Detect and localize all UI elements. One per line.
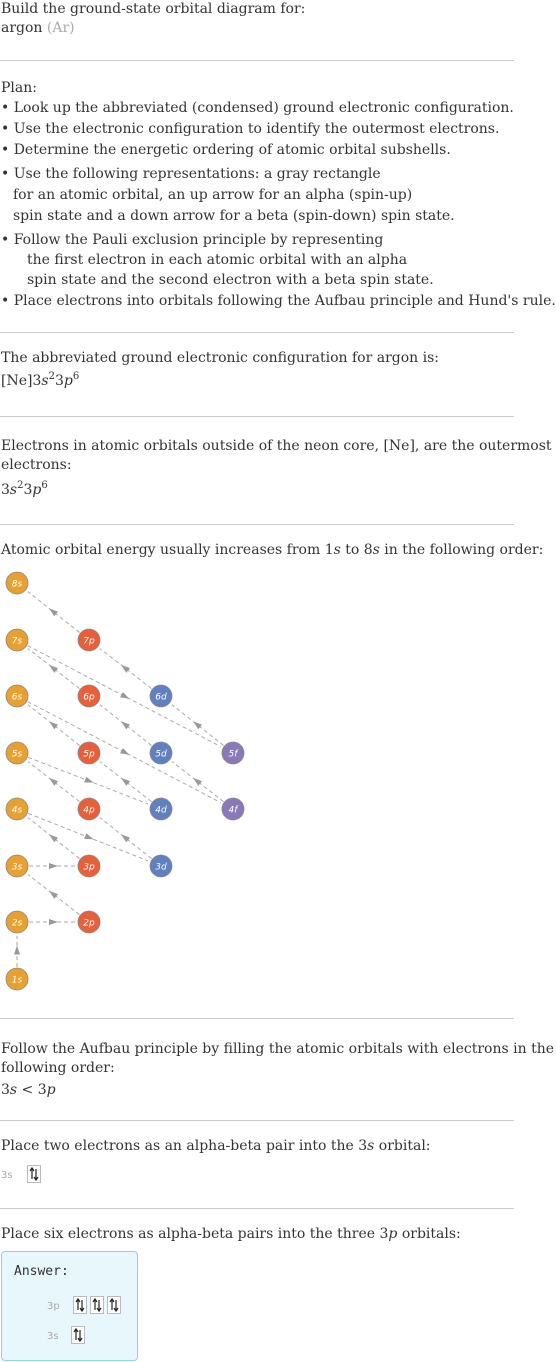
3s-orbital-box	[27, 1165, 41, 1183]
orbital-label: 5f	[228, 749, 238, 760]
sequence-arrow	[121, 665, 130, 673]
3p-label: 3p	[47, 1301, 60, 1312]
aufbau-text-1: Follow the Aufbau principle by filling the atomic orbitals with electrons in the	[1, 1041, 554, 1057]
orbital-node-3s	[6, 855, 28, 877]
plan-title: Plan:	[1, 80, 37, 96]
orbital-node-7s	[6, 629, 28, 651]
plan-line-2: • Use the electronic configuration to identify the outermost electrons.	[1, 121, 500, 137]
prompt-text: Build the ground-state orbital diagram for:	[1, 1, 306, 17]
place-s-text: Place two electrons as an alpha-beta pair into the 3s orbital:	[1, 1138, 431, 1154]
3s-answer-row	[47, 1326, 88, 1344]
divider	[0, 332, 514, 333]
sequence-arrow	[49, 665, 58, 673]
sequence-arrow	[121, 834, 130, 842]
outer-text-2: electrons:	[1, 457, 72, 473]
sequence-arrow	[49, 608, 58, 616]
plan-line-7: • Follow the Pauli exclusion principle by representing	[1, 232, 384, 248]
orbital-node-6s	[6, 685, 28, 707]
orbital-node-3d	[150, 855, 172, 877]
sequence-arrow	[49, 721, 58, 729]
3s-orbital-row	[1, 1165, 44, 1183]
orbital-label: 5d	[155, 749, 167, 760]
element-label: argon	[1, 20, 43, 36]
3s-label: 3s	[1, 1170, 13, 1181]
orbital-label: 2s	[11, 918, 23, 929]
orbital-node-5s	[6, 742, 28, 764]
sequence-arrow	[121, 721, 130, 729]
plan-line-8: the first electron in each atomic orbital with an alpha	[27, 252, 408, 268]
orbital-node-2s	[6, 911, 28, 933]
orbital-node-5d	[150, 742, 172, 764]
orbital-node-1s	[6, 968, 28, 990]
orbital-node-5f	[222, 742, 244, 764]
orbital-label: 4f	[228, 805, 238, 816]
orbital-node-4p	[78, 798, 100, 820]
divider	[0, 1120, 514, 1121]
config-formula: $[Ne]3s^23p^6$	[1, 371, 80, 389]
divider	[0, 416, 514, 417]
orbital-node-2p	[78, 911, 100, 933]
orbital-node-7p	[78, 629, 100, 651]
aufbau-diagram	[0, 565, 260, 995]
answer-box	[1, 1251, 138, 1361]
divider	[0, 1208, 514, 1209]
plan-line-3: • Determine the energetic ordering of atomic orbital subshells.	[1, 142, 451, 158]
fill-order: 3s < 3p	[1, 1082, 56, 1098]
orbital-label: 6d	[155, 692, 167, 703]
orbital-label: 6s	[11, 692, 23, 703]
orbital-node-6p	[78, 685, 100, 707]
3p-orbital-box	[90, 1296, 104, 1314]
outer-text-1: Electrons in atomic orbitals outside of the neon core, [Ne], are the outermost	[1, 438, 552, 454]
orbital-label: 5s	[11, 749, 23, 760]
plan-line-6: spin state and a down arrow for a beta (spin-down) spin state.	[13, 208, 455, 224]
plan-line-5: for an atomic orbital, an up arrow for an alpha (spin-up)	[13, 187, 413, 203]
answer-label: Answer:	[14, 1264, 69, 1279]
sequence-arrow	[84, 833, 93, 839]
element-symbol: (Ar)	[46, 20, 75, 36]
orbital-node-4s	[6, 798, 28, 820]
orbital-label: 5p	[83, 749, 95, 760]
sequence-arrow	[49, 834, 58, 842]
orbital-label: 3p	[83, 862, 95, 873]
orbital-node-6d	[150, 685, 172, 707]
divider	[0, 1018, 514, 1019]
orbital-label: 7p	[83, 636, 95, 647]
3p-row	[47, 1296, 124, 1314]
plan-line-10: • Place electrons into orbitals following the Aufbau principle and Hund's rule.	[1, 293, 556, 309]
orbital-label: 8s	[11, 579, 23, 590]
orbital-node-5p	[78, 742, 100, 764]
plan-line-9: spin state and the second electron with a beta spin state.	[27, 272, 434, 288]
orbital-label: 4d	[155, 805, 167, 816]
3s-label: 3s	[47, 1331, 59, 1342]
sequence-arrow	[121, 778, 130, 786]
outer-formula: $3s^23p^6$	[1, 480, 48, 498]
sequence-arrow	[193, 721, 202, 729]
3p-orbital-box	[107, 1296, 121, 1314]
orbital-node-4f	[222, 798, 244, 820]
orbital-label: 6p	[83, 692, 95, 703]
orbital-label: 4s	[11, 805, 23, 816]
orbital-label: 3d	[155, 862, 167, 873]
orbital-label: 3s	[11, 862, 23, 873]
sequence-arrow	[84, 777, 93, 783]
config-text: The abbreviated ground electronic configuration for argon is:	[1, 350, 440, 366]
sequence-arrow	[120, 692, 129, 699]
plan-line-1: • Look up the abbreviated (condensed) ground electronic configuration.	[1, 100, 514, 116]
orbital-label: 7s	[11, 636, 23, 647]
3p-orbital-box	[73, 1296, 87, 1314]
divider	[0, 524, 514, 525]
sequence-arrow	[49, 919, 58, 925]
place-p-text: Place six electrons as alpha-beta pairs into the three 3p orbitals:	[1, 1226, 461, 1242]
energy-text: Atomic orbital energy usually increases from 1s to 8s in the following order:	[1, 542, 544, 558]
orbital-node-3p	[78, 855, 100, 877]
element-name	[1, 19, 75, 38]
sequence-arrow	[193, 778, 202, 786]
sequence-arrow	[120, 748, 129, 755]
sequence-arrow	[14, 946, 20, 955]
3s-orbital-box	[71, 1326, 85, 1344]
sequence-arrow	[49, 891, 58, 899]
sequence-arrow	[49, 863, 58, 869]
aufbau-text-2: following order:	[1, 1060, 115, 1076]
orbital-label: 4p	[83, 805, 95, 816]
orbital-label: 1s	[11, 975, 23, 986]
orbital-node-4d	[150, 798, 172, 820]
plan-line-4: • Use the following representations: a gray rectangle	[1, 166, 381, 182]
sequence-arrow	[49, 778, 58, 786]
orbital-label: 2p	[83, 918, 95, 929]
divider	[0, 60, 514, 61]
orbital-node-8s	[6, 572, 28, 594]
